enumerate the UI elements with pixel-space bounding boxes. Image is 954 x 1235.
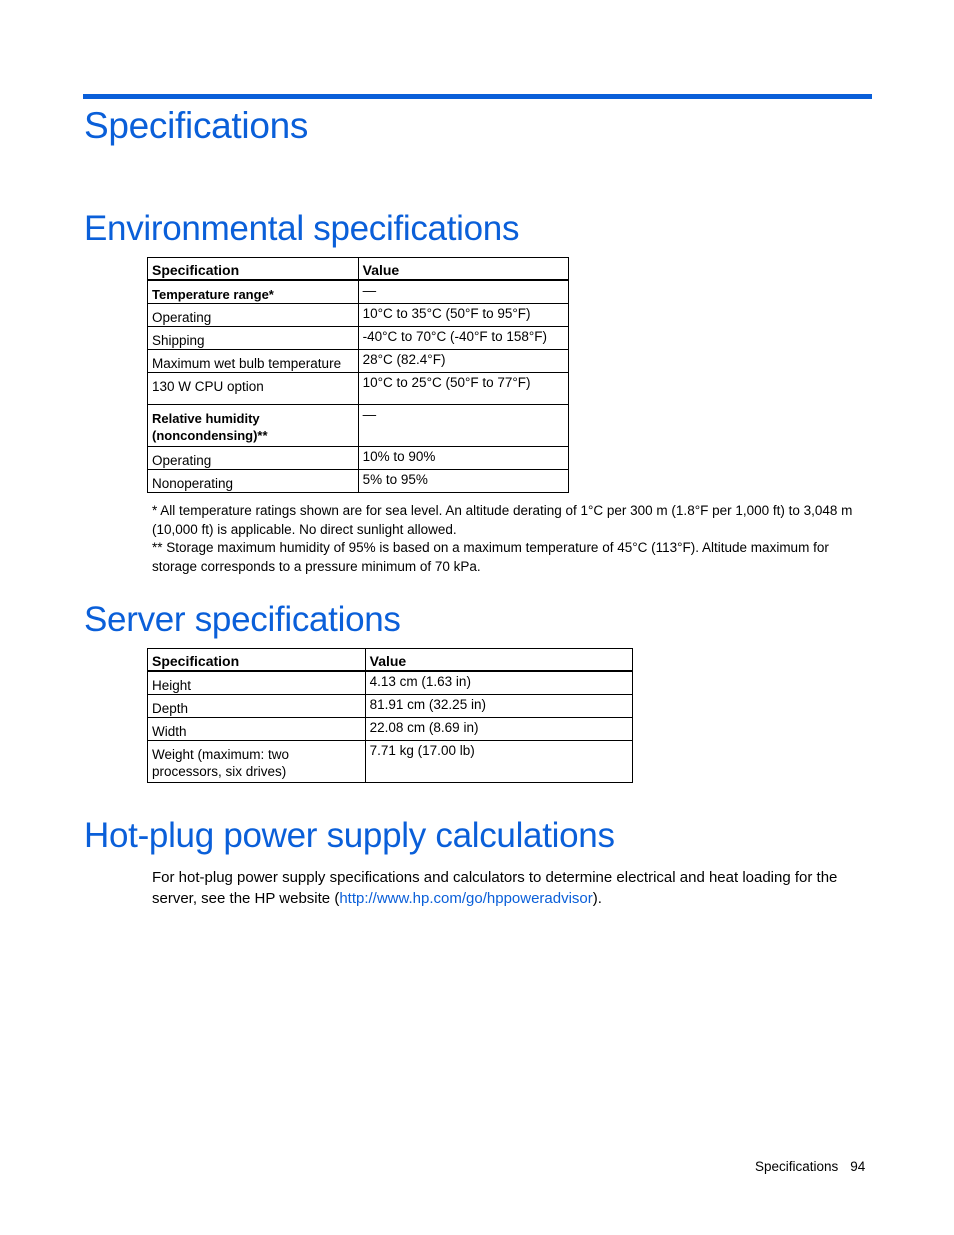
- spec-cell: Temperature range*: [148, 280, 359, 304]
- server-table: [147, 648, 633, 783]
- hotplug-text-before: For hot-plug power supply specifications and calculators to determine electrical and heat loading for the server, see the HP website (: [152, 869, 838, 907]
- spec-cell: Depth: [148, 695, 366, 718]
- value-cell: —: [358, 280, 568, 304]
- table-row: [148, 350, 569, 373]
- spec-cell: Relative humidity (noncondensing)**: [148, 405, 359, 447]
- spec-cell: Operating: [148, 447, 359, 470]
- table-row: [148, 695, 633, 718]
- table-row: [148, 718, 633, 741]
- table-row: [148, 304, 569, 327]
- spec-cell: Shipping: [148, 327, 359, 350]
- hotplug-paragraph: [152, 867, 864, 909]
- value-cell: 7.71 kg (17.00 lb): [365, 741, 632, 783]
- value-cell: -40°C to 70°C (-40°F to 158°F): [358, 327, 568, 350]
- column-header-specification: Specification: [148, 649, 366, 672]
- table-row: [148, 327, 569, 350]
- spec-cell: Nonoperating: [148, 470, 359, 493]
- value-cell: —: [358, 405, 568, 447]
- footer-section: Specifications: [755, 1159, 839, 1174]
- footnote-humidity: ** Storage maximum humidity of 95% is based on a maximum temperature of 45°C (113°F). Altitude maximum for storage corresponds to a pressure minimum of 70 kPa.: [152, 540, 829, 574]
- table-header-row: [148, 258, 569, 281]
- table-row: [148, 470, 569, 493]
- spec-cell: Weight (maximum: two processors, six drives): [148, 741, 366, 783]
- column-header-value: Value: [365, 649, 632, 672]
- table-row: [148, 373, 569, 405]
- page-title: Specifications: [84, 105, 309, 146]
- table-row: [148, 447, 569, 470]
- page-footer: [755, 1159, 870, 1174]
- value-cell: 5% to 95%: [358, 470, 568, 493]
- value-cell: 10°C to 35°C (50°F to 95°F): [358, 304, 568, 327]
- environmental-table: [147, 257, 569, 493]
- hp-power-advisor-link[interactable]: http://www.hp.com/go/hppoweradvisor: [339, 890, 593, 907]
- value-cell: 10% to 90%: [358, 447, 568, 470]
- value-cell: 22.08 cm (8.69 in): [365, 718, 632, 741]
- table-header-row: [148, 649, 633, 672]
- footnote-temperature: * All temperature ratings shown are for sea level. An altitude derating of 1°C per 300 m (1.8°F per 1,000 ft) to 3,048 m (10,000 ft) is applicable. No direct sunlight allowed.: [152, 503, 853, 537]
- spec-cell: Width: [148, 718, 366, 741]
- environmental-heading: Environmental specifications: [84, 209, 520, 248]
- spec-cell: Height: [148, 671, 366, 695]
- table-row: [148, 741, 633, 783]
- value-cell: 81.91 cm (32.25 in): [365, 695, 632, 718]
- value-cell: 4.13 cm (1.63 in): [365, 671, 632, 695]
- server-heading: Server specifications: [84, 600, 401, 639]
- table-row: [148, 405, 569, 447]
- value-cell: 10°C to 25°C (50°F to 77°F): [358, 373, 568, 405]
- table-row: [148, 280, 569, 304]
- spec-cell: Operating: [148, 304, 359, 327]
- hotplug-heading: Hot-plug power supply calculations: [84, 816, 615, 855]
- spec-cell: 130 W CPU option: [148, 373, 359, 405]
- value-cell: 28°C (82.4°F): [358, 350, 568, 373]
- table-row: [148, 671, 633, 695]
- title-rule: [83, 94, 872, 99]
- column-header-value: Value: [358, 258, 568, 281]
- page-number: 94: [850, 1159, 866, 1174]
- column-header-specification: Specification: [148, 258, 359, 281]
- spec-cell: Maximum wet bulb temperature: [148, 350, 359, 373]
- hotplug-text-after: ).: [592, 890, 602, 907]
